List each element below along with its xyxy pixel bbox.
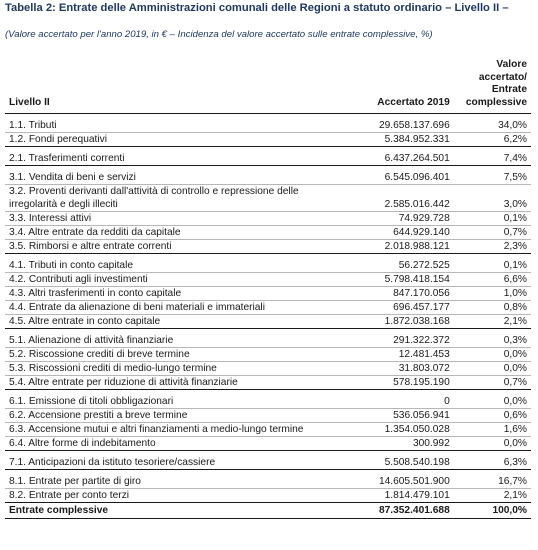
row-pct: 7,4% xyxy=(454,147,531,166)
row-value: 578.195.190 xyxy=(393,377,450,388)
row-value: 6.437.264.501 xyxy=(341,147,454,166)
row-pct: 0,0% xyxy=(503,349,527,360)
table-row xyxy=(5,254,531,273)
table-row xyxy=(5,362,531,376)
row-pct: 0,1% xyxy=(503,213,527,224)
row-pct: 6,3% xyxy=(454,451,531,470)
row-label: 4.5. Altre entrate in conto capitale xyxy=(9,316,161,327)
row-value: 6.545.096.401 xyxy=(341,166,454,185)
row-pct: 0,7% xyxy=(503,227,527,238)
row-value: 5.798.418.154 xyxy=(384,274,450,285)
table-row xyxy=(5,185,531,212)
table-header xyxy=(5,51,531,114)
table-body xyxy=(5,114,531,519)
row-value: 1.872.038.168 xyxy=(384,316,450,327)
row-value: 29.658.137.696 xyxy=(378,120,450,131)
row-label: 7.1. Anticipazioni da istituto tesoriere/cassiere xyxy=(5,451,341,470)
row-label: 1.1. Tributi xyxy=(9,120,57,131)
table-row xyxy=(5,315,531,329)
row-value: 1.354.050.028 xyxy=(384,424,450,435)
row-pct: 1,6% xyxy=(503,424,527,435)
row-label: 5.1. Alienazione di attività finanziarie xyxy=(5,329,341,348)
table-row xyxy=(5,114,531,133)
header-incidenza: Valore accertato/ Entrate complessive xyxy=(465,59,527,108)
total-pct: 100,0% xyxy=(454,503,531,519)
row-label: 5.4. Altre entrate per riduzione di attività finanziarie xyxy=(9,377,238,388)
row-pct: 0,0% xyxy=(503,363,527,374)
table-row xyxy=(5,240,531,254)
total-label: Entrate complessive xyxy=(5,503,341,519)
row-pct: 3,0% xyxy=(503,199,527,210)
row-value: 1.814.479.101 xyxy=(384,490,450,501)
table-row xyxy=(5,489,531,503)
table-row xyxy=(5,301,531,315)
row-label: 1.2. Fondi perequativi xyxy=(9,134,107,145)
row-label: 3.2. Proventi derivanti dall'attività di controllo e repressione delle irregolarità e degli illeciti xyxy=(9,186,299,210)
row-value: 5.508.540.198 xyxy=(341,451,454,470)
row-label: 4.2. Contributi agli investimenti xyxy=(9,274,148,285)
row-label: 6.3. Accensione mutui e altri finanziamenti a medio-lungo termine xyxy=(9,424,304,435)
row-value: 14.605.501.900 xyxy=(341,470,454,489)
table-row xyxy=(5,287,531,301)
row-pct: 1,0% xyxy=(503,288,527,299)
row-value: 536.056.941 xyxy=(393,410,450,421)
row-value: 291.322.372 xyxy=(341,329,454,348)
row-value: 74.929.728 xyxy=(398,213,450,224)
table-row xyxy=(5,329,531,348)
table-title: Tabella 2: Entrate delle Amministrazioni comunali delle Regioni a statuto ordinario – Livello II – xyxy=(5,2,509,14)
table-row xyxy=(5,348,531,362)
row-value: 300.992 xyxy=(412,438,450,449)
table-row xyxy=(5,376,531,390)
row-label: 6.1. Emissione di titoli obbligazionari xyxy=(5,390,341,409)
row-value: 2.585.016.442 xyxy=(384,199,450,210)
table-row xyxy=(5,451,531,470)
row-value: 847.170.056 xyxy=(393,288,450,299)
table-row xyxy=(5,212,531,226)
row-pct: 2,1% xyxy=(503,490,527,501)
row-pct: 6,6% xyxy=(503,274,527,285)
row-label: 3.4. Altre entrate da redditi da capitale xyxy=(9,227,181,238)
row-label: 6.4. Altre forme di indebitamento xyxy=(9,438,156,449)
row-value: 12.481.453 xyxy=(398,349,450,360)
table-row xyxy=(5,147,531,166)
row-pct: 16,7% xyxy=(454,470,531,489)
row-value: 5.384.952.331 xyxy=(384,134,450,145)
row-label: 4.1. Tributi in conto capitale xyxy=(5,254,341,273)
row-pct: 34,0% xyxy=(498,120,527,131)
row-pct: 0,8% xyxy=(503,302,527,313)
row-value: 644.929.140 xyxy=(393,227,450,238)
total-row xyxy=(5,503,531,519)
row-pct: 0,0% xyxy=(454,390,531,409)
row-value: 56.272.525 xyxy=(341,254,454,273)
table-row xyxy=(5,273,531,287)
row-pct: 6,2% xyxy=(503,134,527,145)
table-row xyxy=(5,226,531,240)
row-label: 2.1. Trasferimenti correnti xyxy=(5,147,341,166)
row-label: 4.4. Entrate da alienazione di beni materiali e immateriali xyxy=(9,302,265,313)
header-accertato: Accertato 2019 xyxy=(377,96,450,108)
total-value: 87.352.401.688 xyxy=(341,503,454,519)
row-pct: 0,3% xyxy=(454,329,531,348)
row-label: 8.2. Entrate per conto terzi xyxy=(9,490,130,501)
header-livello: Livello II xyxy=(9,96,50,108)
row-label: 3.3. Interessi attivi xyxy=(9,213,92,224)
row-pct: 0,7% xyxy=(503,377,527,388)
row-value: 0 xyxy=(341,390,454,409)
table-row xyxy=(5,166,531,185)
row-label: 4.3. Altri trasferimenti in conto capitale xyxy=(9,288,182,299)
row-label: 3.5. Rimborsi e altre entrate correnti xyxy=(9,241,172,252)
table-row xyxy=(5,390,531,409)
table-row xyxy=(5,437,531,451)
table-row xyxy=(5,409,531,423)
table-row xyxy=(5,470,531,489)
row-label: 6.2. Accensione prestiti a breve termine xyxy=(9,410,188,421)
row-pct: 2,1% xyxy=(503,316,527,327)
row-value: 696.457.177 xyxy=(393,302,450,313)
table-subtitle: (Valore accertato per l'anno 2019, in € – Incidenza del valore accertato sulle entrate complessive, %) xyxy=(5,29,433,40)
row-label: 3.1. Vendita di beni e servizi xyxy=(5,166,341,185)
row-label: 5.2. Riscossione crediti di breve termine xyxy=(9,349,190,360)
row-pct: 7,5% xyxy=(454,166,531,185)
row-label: 8.1. Entrate per partite di giro xyxy=(5,470,341,489)
header-row xyxy=(5,51,531,114)
row-value: 31.803.072 xyxy=(398,363,450,374)
row-pct: 2,3% xyxy=(503,241,527,252)
row-pct: 0,1% xyxy=(454,254,531,273)
table-row xyxy=(5,423,531,437)
row-value: 2.018.988.121 xyxy=(384,241,450,252)
row-label: 5.3. Riscossioni crediti di medio-lungo termine xyxy=(9,363,217,374)
revenue-table xyxy=(5,51,531,519)
row-pct: 0,6% xyxy=(503,410,527,421)
row-pct: 0,0% xyxy=(503,438,527,449)
table-row xyxy=(5,133,531,147)
